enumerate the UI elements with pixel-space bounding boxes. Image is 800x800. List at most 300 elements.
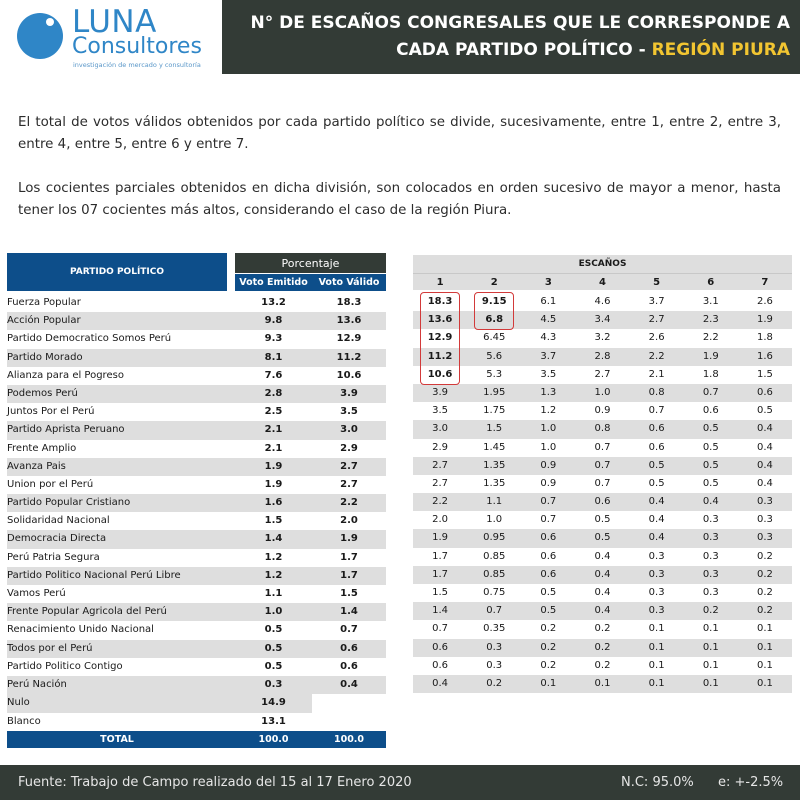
quotient-cell: 1.0 xyxy=(594,386,611,398)
party-name: Partido Democratico Somos Perú xyxy=(7,333,172,345)
quotient-cell: 0.5 xyxy=(540,605,557,617)
logo-sub: Consultores xyxy=(72,34,202,59)
valid-vote-value: 1.7 xyxy=(340,569,358,581)
emitted-vote-value: 1.9 xyxy=(264,460,283,472)
quotient-cell: 0.9 xyxy=(540,459,557,471)
quotient-cell: 0.75 xyxy=(483,587,506,598)
quotient-cell: 6.45 xyxy=(483,332,506,344)
quotient-cell: 9.15 xyxy=(481,296,507,307)
confidence-level: N.C: 95.0% xyxy=(621,775,694,790)
quotient-cell: 0.5 xyxy=(648,459,665,471)
emitted-vote-value: 1.2 xyxy=(264,569,283,581)
party-row xyxy=(7,421,386,439)
valid-vote-value: 0.6 xyxy=(340,660,358,672)
quotient-cell: 0.2 xyxy=(756,587,773,598)
party-row xyxy=(7,676,386,694)
quotient-cell: 2.6 xyxy=(648,332,665,344)
percentage-table-header xyxy=(7,253,386,291)
quotient-cell: 0.4 xyxy=(756,459,773,471)
quotient-cell: 3.5 xyxy=(540,368,557,380)
emitted-vote-value: 1.4 xyxy=(264,533,283,545)
quotient-cell: 0.6 xyxy=(540,568,557,580)
valid-vote-header: Voto Válido xyxy=(312,274,386,291)
quotient-cell: 0.3 xyxy=(702,532,719,544)
valid-vote-value: 10.6 xyxy=(336,369,362,381)
quotient-cell: 0.9 xyxy=(540,477,557,489)
quotient-cell: 3.7 xyxy=(648,296,665,307)
null-vote-row xyxy=(7,694,386,713)
quotient-cell: 0.6 xyxy=(540,550,557,562)
quotient-cell: 2.0 xyxy=(432,514,449,526)
quotient-cell: 1.7 xyxy=(432,550,449,562)
quotient-row xyxy=(413,366,792,384)
quotient-cell: 0.2 xyxy=(540,641,557,653)
valid-vote-value: 3.9 xyxy=(340,387,358,399)
valid-vote-value: 2.7 xyxy=(340,460,358,472)
quotient-cell: 10.6 xyxy=(427,368,453,380)
quotient-cell: 0.1 xyxy=(540,677,557,689)
party-row xyxy=(7,385,386,403)
party-name: Perú Nación xyxy=(7,678,67,690)
quotient-cell: 0.7 xyxy=(540,496,557,508)
party-name: Juntos Por el Perú xyxy=(7,406,95,418)
quotient-cell: 1.5 xyxy=(756,368,773,380)
party-name: Partido Politico Nacional Perú Libre xyxy=(7,569,181,581)
quotient-cell: 4.3 xyxy=(540,332,557,344)
logo-tagline: investigación de mercado y consultoría xyxy=(73,61,201,69)
quotient-row xyxy=(413,439,792,457)
party-row xyxy=(7,530,386,548)
party-name: Frente Amplio xyxy=(7,442,77,454)
quotient-cell: 0.3 xyxy=(648,568,665,580)
quotient-cell: 0.1 xyxy=(702,623,719,635)
emitted-vote-value: 2.5 xyxy=(264,406,283,418)
quotient-row xyxy=(413,548,792,566)
quotient-cell: 1.5 xyxy=(486,423,503,435)
quotient-cell: 0.7 xyxy=(540,514,557,526)
quotient-cell: 0.6 xyxy=(540,532,557,544)
quotient-cell: 0.6 xyxy=(594,496,611,508)
quotient-cell: 0.2 xyxy=(756,568,773,580)
valid-vote-value: 2.9 xyxy=(340,442,358,454)
quotient-cell: 0.85 xyxy=(483,550,506,562)
quotient-cell: 0.1 xyxy=(756,659,773,671)
quotient-cell: 0.4 xyxy=(432,677,449,689)
emitted-vote-value: 0.3 xyxy=(264,678,283,690)
valid-vote-value: 3.0 xyxy=(340,424,358,436)
quotient-cell: 2.9 xyxy=(432,441,449,453)
quotient-cell: 1.9 xyxy=(432,532,449,544)
quotient-cell: 0.6 xyxy=(648,423,665,435)
quotient-cell: 0.2 xyxy=(702,605,719,617)
quotient-cell: 0.1 xyxy=(702,641,719,653)
quotient-cell: 0.2 xyxy=(756,605,773,617)
party-name: Solidaridad Nacional xyxy=(7,515,110,527)
quotient-cell: 0.1 xyxy=(648,659,665,671)
quotient-cell: 0.6 xyxy=(756,386,773,398)
emitted-vote-value: 2.8 xyxy=(264,387,283,399)
luna-logo xyxy=(0,0,222,74)
party-name: Partido Morado xyxy=(7,351,83,363)
quotient-cell: 2.2 xyxy=(702,332,719,344)
quotient-row xyxy=(413,293,792,311)
header xyxy=(0,0,800,74)
quotient-cell: 0.4 xyxy=(648,496,665,508)
valid-vote-value: 0.7 xyxy=(340,624,358,636)
quotient-cell: 0.1 xyxy=(756,623,773,635)
quotient-cell: 0.1 xyxy=(756,641,773,653)
party-row xyxy=(7,585,386,603)
quotient-cell: 0.4 xyxy=(756,423,773,435)
party-column-header: PARTIDO POLÍTICO xyxy=(7,253,227,291)
quotient-cell: 1.0 xyxy=(486,514,503,526)
quotient-cell: 1.3 xyxy=(540,386,557,398)
quotient-cell: 0.35 xyxy=(483,623,506,635)
quotient-cell: 0.5 xyxy=(702,459,719,471)
quotient-cell: 0.6 xyxy=(648,441,665,453)
emitted-vote-value: 0.5 xyxy=(264,642,283,654)
quotient-cell: 0.6 xyxy=(702,405,719,417)
quotient-row xyxy=(413,457,792,475)
quotient-cell: 0.3 xyxy=(702,550,719,562)
party-row xyxy=(7,312,386,330)
quotient-cell: 6.8 xyxy=(485,314,504,326)
quotient-row xyxy=(413,348,792,366)
emitted-vote-value: 9.8 xyxy=(264,315,283,327)
quotient-cell: 2.6 xyxy=(756,296,773,307)
quotient-cell: 0.7 xyxy=(594,441,611,453)
quotient-cell: 0.3 xyxy=(648,587,665,598)
divisor-column-label: 2 xyxy=(490,277,498,288)
quotient-cell: 0.1 xyxy=(648,677,665,689)
quotient-cell: 3.2 xyxy=(594,332,611,344)
null-vote-emit: 14.9 xyxy=(261,697,286,709)
party-row xyxy=(7,403,386,421)
quotient-row xyxy=(413,639,792,657)
total-label: TOTAL xyxy=(100,734,134,746)
party-name: Partido Popular Cristiano xyxy=(7,497,131,509)
emitted-vote-value: 1.5 xyxy=(264,515,283,527)
valid-vote-value: 0.4 xyxy=(340,678,358,690)
quotient-cell: 0.85 xyxy=(483,568,506,580)
quotient-cell: 0.5 xyxy=(756,405,773,417)
party-row xyxy=(7,330,386,348)
intro-paragraph-2: Los cocientes parciales obtenidos en dicha división, son colocados en orden sucesivo de mayor a menor, hasta tener los 07 cocientes más altos, considerando el caso de la región Piura. xyxy=(18,181,781,218)
footer xyxy=(0,765,800,800)
party-row xyxy=(7,640,386,658)
intro-text xyxy=(18,112,781,244)
quotient-cell: 0.4 xyxy=(756,477,773,489)
quotient-cell: 1.8 xyxy=(702,368,719,380)
divisor-column-label: 1 xyxy=(436,277,444,288)
quotient-cell: 0.2 xyxy=(540,659,557,671)
party-name: Podemos Perú xyxy=(7,387,78,399)
quotient-cell: 1.95 xyxy=(483,386,506,398)
quotient-row xyxy=(413,566,792,584)
emitted-vote-value: 1.1 xyxy=(264,588,283,599)
percentage-table xyxy=(7,253,386,748)
quotient-row xyxy=(413,402,792,420)
quotient-cell: 3.4 xyxy=(594,314,611,326)
quotient-row xyxy=(413,620,792,638)
valid-vote-value: 1.9 xyxy=(340,533,358,545)
valid-vote-value: 3.5 xyxy=(340,406,358,418)
quotient-cell: 3.7 xyxy=(540,350,557,362)
quotient-cell: 0.1 xyxy=(594,677,611,689)
emitted-vote-header: Voto Emitido xyxy=(235,274,312,291)
percentage-group-header: Porcentaje xyxy=(235,253,386,273)
quotient-cell: 2.8 xyxy=(594,350,611,362)
quotient-cell: 0.7 xyxy=(486,605,503,617)
quotient-cell: 0.2 xyxy=(756,550,773,562)
quotient-cell: 0.4 xyxy=(648,514,665,526)
luna-logo-icon xyxy=(16,8,66,66)
quotient-cell: 0.6 xyxy=(432,659,449,671)
logo-name: LUNA xyxy=(72,4,157,40)
quotient-cell: 0.3 xyxy=(702,514,719,526)
valid-vote-value: 0.6 xyxy=(340,642,358,654)
party-name: Acción Popular xyxy=(7,315,81,327)
total-valid: 100.0 xyxy=(333,734,365,746)
quotient-cell: 1.6 xyxy=(756,350,773,362)
quotient-cell: 0.4 xyxy=(648,532,665,544)
quotient-cell: 1.35 xyxy=(483,459,506,471)
blank-vote-row xyxy=(7,713,386,732)
valid-vote-value: 2.0 xyxy=(340,515,358,527)
quotient-cell: 0.8 xyxy=(594,423,611,435)
quotient-cell: 13.6 xyxy=(427,314,453,326)
quotient-cell: 0.3 xyxy=(486,659,503,671)
quotient-cell: 5.3 xyxy=(486,368,503,380)
quotient-row xyxy=(413,529,792,547)
quotient-cell: 0.3 xyxy=(756,496,773,508)
quotient-cell: 6.1 xyxy=(540,296,557,307)
quotient-cell: 1.75 xyxy=(483,405,506,417)
quotient-cell: 0.4 xyxy=(756,441,773,453)
total-row xyxy=(7,731,386,748)
quotient-row xyxy=(413,475,792,493)
quotient-cell: 2.7 xyxy=(432,459,449,471)
null-vote-label: Nulo xyxy=(7,697,30,709)
emitted-vote-value: 2.1 xyxy=(264,424,283,436)
quotient-cell: 2.2 xyxy=(432,496,449,508)
total-emit: 100.0 xyxy=(258,734,289,746)
party-name: Democracia Directa xyxy=(7,533,107,545)
quotient-row xyxy=(413,384,792,402)
quotient-cell: 1.2 xyxy=(540,405,557,417)
party-row xyxy=(7,567,386,585)
divisor-column-label: 4 xyxy=(599,277,606,288)
valid-vote-value: 13.6 xyxy=(336,315,362,327)
blank-vote-emit: 13.1 xyxy=(261,715,286,727)
quotient-cell: 0.1 xyxy=(648,641,665,653)
quotient-cell: 2.7 xyxy=(648,314,665,326)
quotient-row xyxy=(413,329,792,347)
margin-of-error: e: +-2.5% xyxy=(718,775,784,790)
valid-vote-value: 1.7 xyxy=(340,551,358,563)
quotient-cell: 2.7 xyxy=(432,477,449,489)
quotient-cell: 0.3 xyxy=(702,587,719,598)
quotient-cell: 5.6 xyxy=(486,350,503,362)
quotient-cell: 0.4 xyxy=(702,496,719,508)
quotient-cell: 3.5 xyxy=(432,405,449,417)
party-name: Frente Popular Agricola del Perú xyxy=(7,606,167,618)
quotient-cell: 0.7 xyxy=(594,459,611,471)
quotient-cell: 1.0 xyxy=(540,441,557,453)
emitted-vote-value: 0.5 xyxy=(264,624,283,636)
title-line-1: N° DE ESCAÑOS CONGRESALES QUE LE CORRESPONDE A xyxy=(250,13,790,33)
party-name: Perú Patria Segura xyxy=(7,551,100,563)
quotient-cell: 2.7 xyxy=(594,368,611,380)
quotient-cell: 0.7 xyxy=(648,405,665,417)
quotient-row xyxy=(413,493,792,511)
party-name: Partido Politico Contigo xyxy=(7,660,123,672)
quotient-cell: 1.0 xyxy=(540,423,557,435)
divisor-column-label: 7 xyxy=(761,277,769,288)
emitted-vote-value: 8.1 xyxy=(264,351,283,363)
quotient-cell: 0.1 xyxy=(702,659,719,671)
party-name: Union por el Perú xyxy=(7,478,94,490)
party-name: Todos por el Perú xyxy=(7,642,93,654)
party-row xyxy=(7,458,386,476)
page-title xyxy=(222,0,800,74)
emitted-vote-value: 0.5 xyxy=(264,660,283,672)
quotient-row xyxy=(413,511,792,529)
source-note: Fuente: Trabajo de Campo realizado del 15 al 17 Enero 2020 xyxy=(18,775,412,790)
quotient-cell: 1.5 xyxy=(432,587,449,598)
quotient-cell: 0.1 xyxy=(702,677,719,689)
title-region-highlight: REGIÓN PIURA xyxy=(651,40,790,60)
party-row xyxy=(7,367,386,385)
quotient-cell: 0.7 xyxy=(594,477,611,489)
quotient-cell: 1.8 xyxy=(756,332,773,344)
quotient-row xyxy=(413,675,792,693)
party-row xyxy=(7,621,386,639)
quotient-cell: 0.9 xyxy=(594,405,611,417)
party-row xyxy=(7,440,386,458)
quotient-cell: 0.1 xyxy=(756,677,773,689)
title-line-2-prefix: CADA PARTIDO POLÍTICO - xyxy=(396,40,652,60)
quotient-cell: 0.3 xyxy=(756,514,773,526)
quotient-cell: 0.3 xyxy=(648,605,665,617)
party-name: Partido Aprista Peruano xyxy=(7,424,125,436)
emitted-vote-value: 1.6 xyxy=(264,497,283,509)
quotient-cell: 0.3 xyxy=(702,568,719,580)
emitted-vote-value: 7.6 xyxy=(264,369,283,381)
divisor-column-label: 6 xyxy=(707,277,715,288)
quotient-cell: 0.7 xyxy=(432,623,449,635)
valid-vote-value: 12.9 xyxy=(336,333,362,345)
quotient-cell: 0.3 xyxy=(648,550,665,562)
quotient-cell: 0.2 xyxy=(594,641,611,653)
quotient-cell: 3.0 xyxy=(432,423,449,435)
quotient-cell: 4.6 xyxy=(594,296,611,307)
quotient-cell: 1.7 xyxy=(432,568,449,580)
quotient-cell: 1.4 xyxy=(432,605,449,617)
quotient-cell: 12.9 xyxy=(427,332,453,344)
valid-vote-value: 11.2 xyxy=(336,351,362,363)
valid-vote-value: 18.3 xyxy=(336,297,362,308)
divisor-column-label: 3 xyxy=(544,277,552,288)
party-name: Vamos Perú xyxy=(7,588,66,599)
quotient-cell: 0.95 xyxy=(483,532,506,544)
quotient-cell: 0.5 xyxy=(594,514,611,526)
quotient-cell: 3.9 xyxy=(432,386,449,398)
seats-header: ESCAÑOS xyxy=(413,255,792,273)
party-row xyxy=(7,549,386,567)
divisor-columns-header xyxy=(413,273,792,290)
quotient-cell: 0.3 xyxy=(486,641,503,653)
valid-vote-value: 1.4 xyxy=(340,606,358,618)
quotient-cell: 0.3 xyxy=(756,532,773,544)
quotient-cell: 0.2 xyxy=(594,623,611,635)
divisor-column-label: 5 xyxy=(653,277,661,288)
quotient-cell: 0.6 xyxy=(432,641,449,653)
quotient-cell: 0.8 xyxy=(648,386,665,398)
valid-vote-value: 1.5 xyxy=(340,588,358,599)
quotient-row xyxy=(413,657,792,675)
quotient-cell: 4.5 xyxy=(540,314,557,326)
seats-quotient-table xyxy=(413,255,792,693)
seats-quotient-body xyxy=(413,293,792,693)
party-row xyxy=(7,512,386,530)
party-name: Renacimiento Unido Nacional xyxy=(7,624,154,636)
emitted-vote-value: 1.0 xyxy=(264,606,283,618)
quotient-cell: 11.2 xyxy=(427,350,453,362)
party-name: Fuerza Popular xyxy=(7,297,81,308)
emitted-vote-value: 1.9 xyxy=(264,478,283,490)
quotient-cell: 0.5 xyxy=(648,477,665,489)
quotient-cell: 3.1 xyxy=(702,296,719,307)
quotient-cell: 0.5 xyxy=(702,477,719,489)
quotient-cell: 0.5 xyxy=(540,587,557,598)
intro-paragraph-1: El total de votos válidos obtenidos por cada partido político se divide, sucesivamente, entre 1, entre 2, entre 3, entre 4, entre 5, entre 6 y entre 7. xyxy=(18,115,781,152)
party-row xyxy=(7,476,386,494)
quotient-cell: 1.45 xyxy=(483,441,506,453)
quotient-cell: 1.9 xyxy=(702,350,719,362)
quotient-cell: 2.2 xyxy=(648,350,665,362)
quotient-cell: 0.4 xyxy=(594,550,611,562)
emitted-vote-value: 1.2 xyxy=(264,551,283,563)
quotient-cell: 2.3 xyxy=(702,314,719,326)
party-row xyxy=(7,349,386,367)
party-row xyxy=(7,294,386,312)
quotient-cell: 1.1 xyxy=(486,496,503,508)
quotient-cell: 1.35 xyxy=(483,477,506,489)
emitted-vote-value: 13.2 xyxy=(261,297,286,308)
party-row xyxy=(7,494,386,512)
valid-vote-value: 2.7 xyxy=(340,478,358,490)
quotient-cell: 0.4 xyxy=(594,587,611,598)
quotient-cell: 0.5 xyxy=(702,423,719,435)
quotient-cell: 18.3 xyxy=(427,296,453,307)
party-name: Avanza Pais xyxy=(7,460,66,472)
quotient-row xyxy=(413,311,792,329)
quotient-row xyxy=(413,602,792,620)
quotient-cell: 0.2 xyxy=(594,659,611,671)
party-row xyxy=(7,658,386,676)
quotient-cell: 0.4 xyxy=(594,605,611,617)
party-name: Alianza para el Pogreso xyxy=(7,369,124,381)
quotient-cell: 0.1 xyxy=(648,623,665,635)
quotient-cell: 0.4 xyxy=(594,568,611,580)
blank-vote-label: Blanco xyxy=(7,715,41,727)
quotient-cell: 0.2 xyxy=(486,677,503,689)
quotient-cell: 2.1 xyxy=(648,368,665,380)
quotient-cell: 0.7 xyxy=(702,386,719,398)
quotient-cell: 0.2 xyxy=(540,623,557,635)
quotient-cell: 1.9 xyxy=(756,314,773,326)
